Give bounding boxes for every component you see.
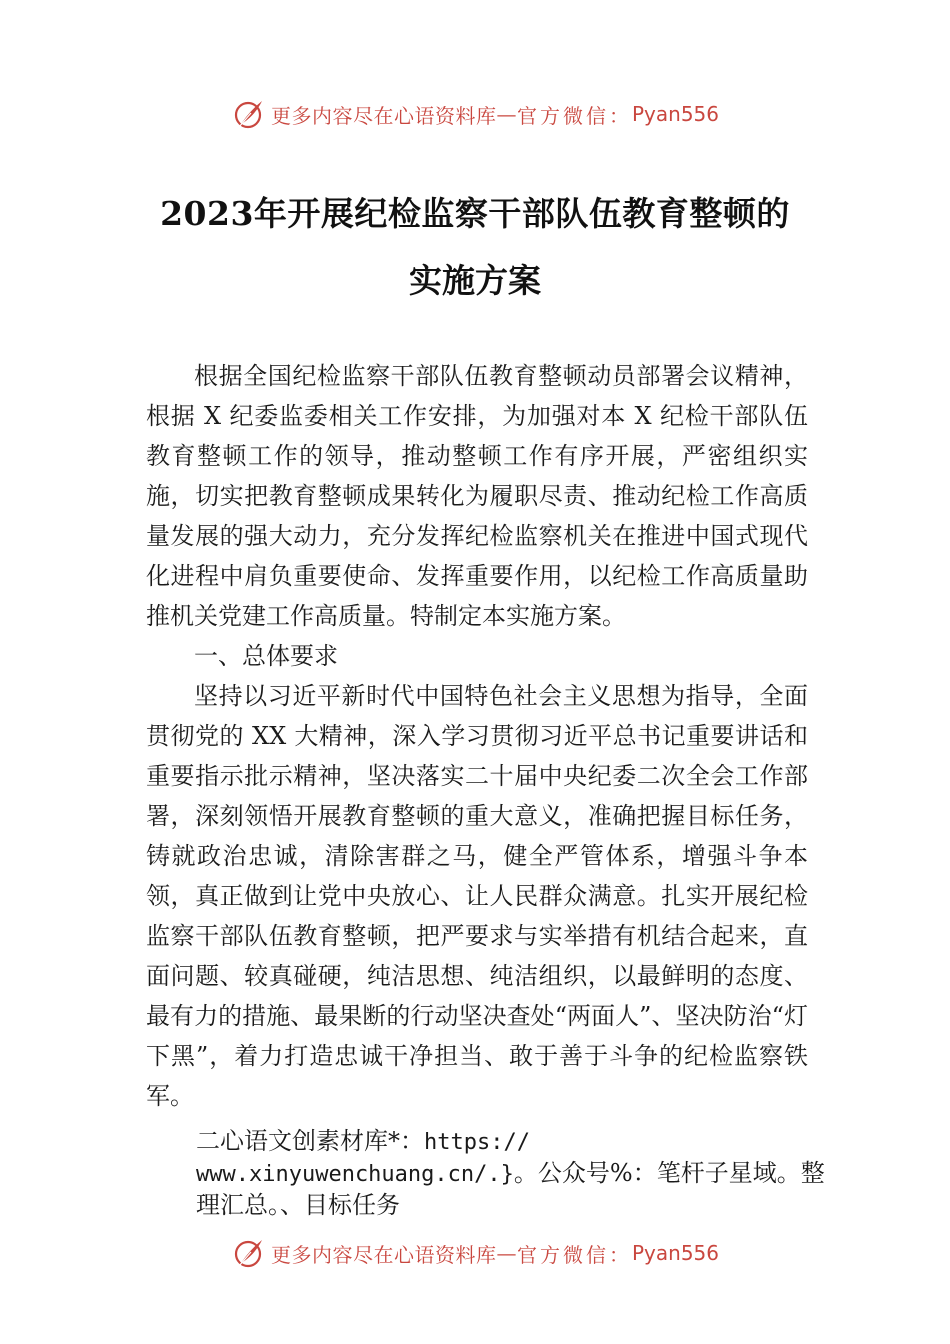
- paragraph-intro: 根据全国纪检监察干部队伍教育整顿动员部署会议精神，根据 X 纪委监委相关工作安排，为加强对本 X 纪检干部队伍教育整顿工作的领导，推动整顿工作有序开展，严密组织实施，切实把教育整顿成果转化为履职尽责、推动纪检工作高质量发展的强大动力，充分发挥纪检监察机关在推进中国式现代化进程中肩负重要使命、发挥重要作用，以纪检工作高质量助推机关党建工作高质量。特制定本实施方案。: [146, 362, 808, 630]
- source-url-part1[interactable]: https://: [424, 1130, 530, 1155]
- paragraph-general-requirements: 坚持以习近平新时代中国特色社会主义思想为指导，全面贯彻党的 XX 大精神，深入学习贯彻习近平总书记重要讲话和重要指示批示精神，坚决落实二十届中央纪委二次全会工作部署，深刻领悟开展教育整顿的重大意义，准确把握目标任务，铸就政治忠诚，清除害群之马，健全严管体系，增强斗争本领，真正做到让党中央放心、让人民群众满意。扎实开展纪检监察干部队伍教育整顿，把严要求与实举措有机结合起来，直面问题、较真碰硬，纯洁思想、纯洁组织，以最鲜明的态度、最有力的措施、最果断的行动坚决查处“两面人”、坚决防治“灯下黑”，着力打造忠诚干净担当、敢于善于斗争的纪检监察铁军。: [146, 682, 808, 1110]
- banner-wechat-id: Pyan556: [631, 1241, 719, 1265]
- banner-text: 更多内容尽在心语资料库: [270, 103, 497, 128]
- source-notice: [196, 1126, 836, 1221]
- banner-separator: —: [496, 1241, 517, 1265]
- banner-wechat-id: Pyan556: [631, 102, 719, 126]
- document-title-line2: 实施方案: [409, 261, 541, 300]
- banner-wechat-label: 官方微信：: [516, 103, 632, 128]
- source-label: 二心语文创素材库*：: [196, 1127, 424, 1155]
- document-body: [146, 356, 808, 1116]
- feather-pen-logo-icon: [231, 1235, 267, 1271]
- header-watermark-banner: [0, 94, 950, 134]
- document-title-line1: 2023年开展纪检监察干部队伍教育整顿的: [160, 194, 790, 233]
- banner-separator: —: [496, 102, 517, 126]
- section-heading-general-requirements: 一、总体要求: [194, 642, 338, 670]
- feather-pen-logo-icon: [231, 96, 267, 132]
- source-line-1: [196, 1126, 836, 1158]
- source-url-part2[interactable]: www.xinyuwenchuang.cn/.}: [196, 1162, 514, 1187]
- source-line-3: 理汇总。、目标任务: [196, 1191, 400, 1219]
- banner-wechat-label: 官方微信：: [516, 1242, 632, 1267]
- banner-text: 更多内容尽在心语资料库: [270, 1242, 497, 1267]
- source-line-2: [196, 1158, 836, 1190]
- footer-watermark-banner: [0, 1233, 950, 1273]
- source-line2-suffix: 。公众号%：笔杆子星域。整: [513, 1159, 825, 1187]
